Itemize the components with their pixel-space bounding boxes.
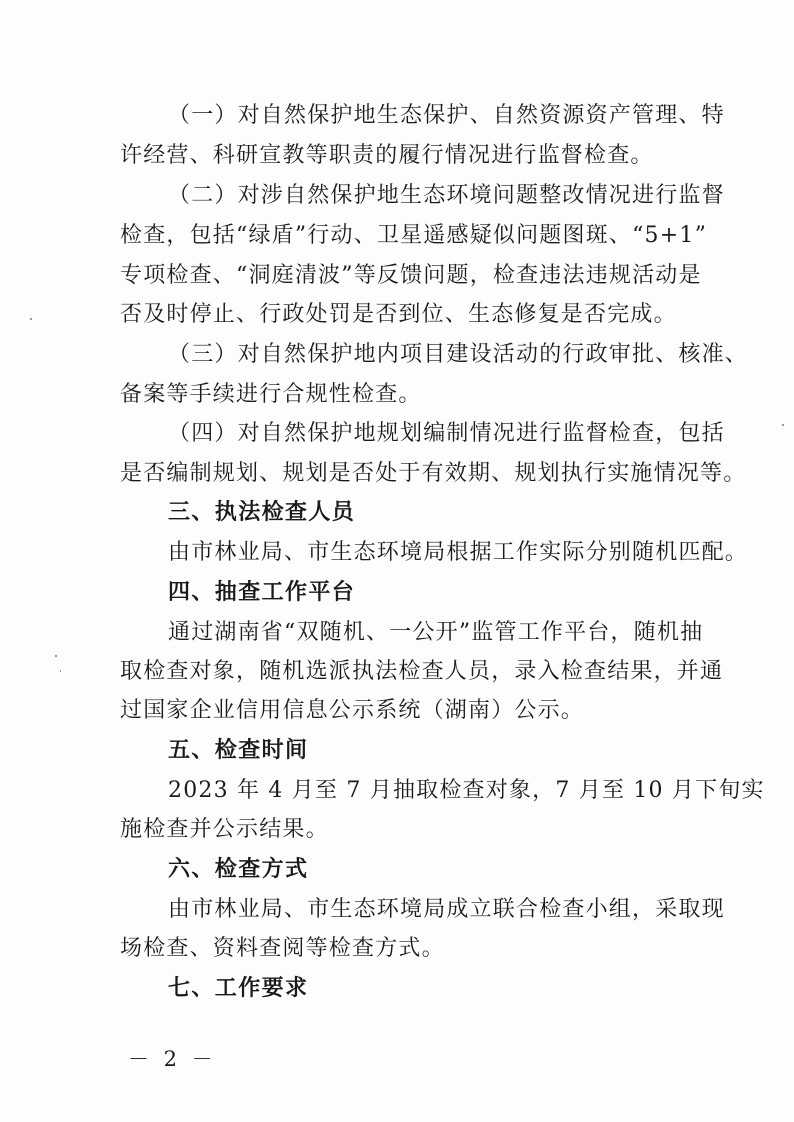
section-4-heading: 四、抽查工作平台 [168, 580, 356, 605]
section-6-heading: 六、检查方式 [168, 857, 309, 882]
paragraph-1-line-2: 许经营、科研宣教等职责的履行情况进行监督检查。 [120, 143, 654, 168]
paragraph-2-line-3: 专项检查、“洞庭清波”等反馈问题，检查违法违规活动是 [120, 263, 702, 288]
paragraph-4-line-2: 是否编制规划、规划是否处于有效期、规划执行实施情况等。 [120, 461, 747, 486]
scan-speck [55, 655, 57, 657]
section-3-line-1: 由市林业局、市生态环境局根据工作实际分别随机匹配。 [168, 540, 749, 565]
page-number: － 2 － [128, 1047, 217, 1071]
scan-speck [782, 424, 784, 426]
paragraph-4-line-1: （四）对自然保护地规划编制情况进行监督检查，包括 [168, 421, 725, 446]
paragraph-2-line-1: （二）对涉自然保护地生态环境问题整改情况进行监督 [168, 183, 725, 208]
paragraph-2-line-2: 检查，包括“绿盾”行动、卫星遥感疑似问题图斑、“5+1” [120, 223, 708, 248]
scan-speck [30, 318, 32, 320]
paragraph-1-line-1: （一）对自然保护地生态保护、自然资源资产管理、特 [168, 103, 725, 128]
section-6-line-1: 由市林业局、市生态环境局成立联合检查小组，采取现 [168, 897, 725, 922]
section-3-heading: 三、执法检查人员 [168, 500, 356, 525]
paragraph-2-line-4: 否及时停止、行政处罚是否到位、生态修复是否完成。 [120, 302, 677, 327]
section-7-heading: 七、工作要求 [168, 976, 309, 1001]
section-5-line-2: 施检查并公示结果。 [120, 817, 329, 842]
section-4-line-3: 过国家企业信用信息公示系统（湖南）公示。 [120, 698, 585, 723]
section-6-line-2: 场检查、资料查阅等检查方式。 [120, 936, 445, 961]
paragraph-3-line-2: 备案等手续进行合规性检查。 [120, 382, 422, 407]
section-4-line-1: 通过湖南省“双随机、一公开”监管工作平台，随机抽 [168, 620, 704, 645]
scan-speck [60, 670, 61, 672]
paragraph-3-line-1: （三）对自然保护地内项目建设活动的行政审批、核准、 [168, 342, 749, 367]
section-5-line-1: 2023 年 4 月至 7 月抽取检查对象，7 月至 10 月下旬实 [168, 778, 765, 803]
section-5-heading: 五、检查时间 [168, 738, 309, 763]
section-4-line-2: 取检查对象，随机选派执法检查人员，录入检查结果，并通 [120, 659, 724, 684]
